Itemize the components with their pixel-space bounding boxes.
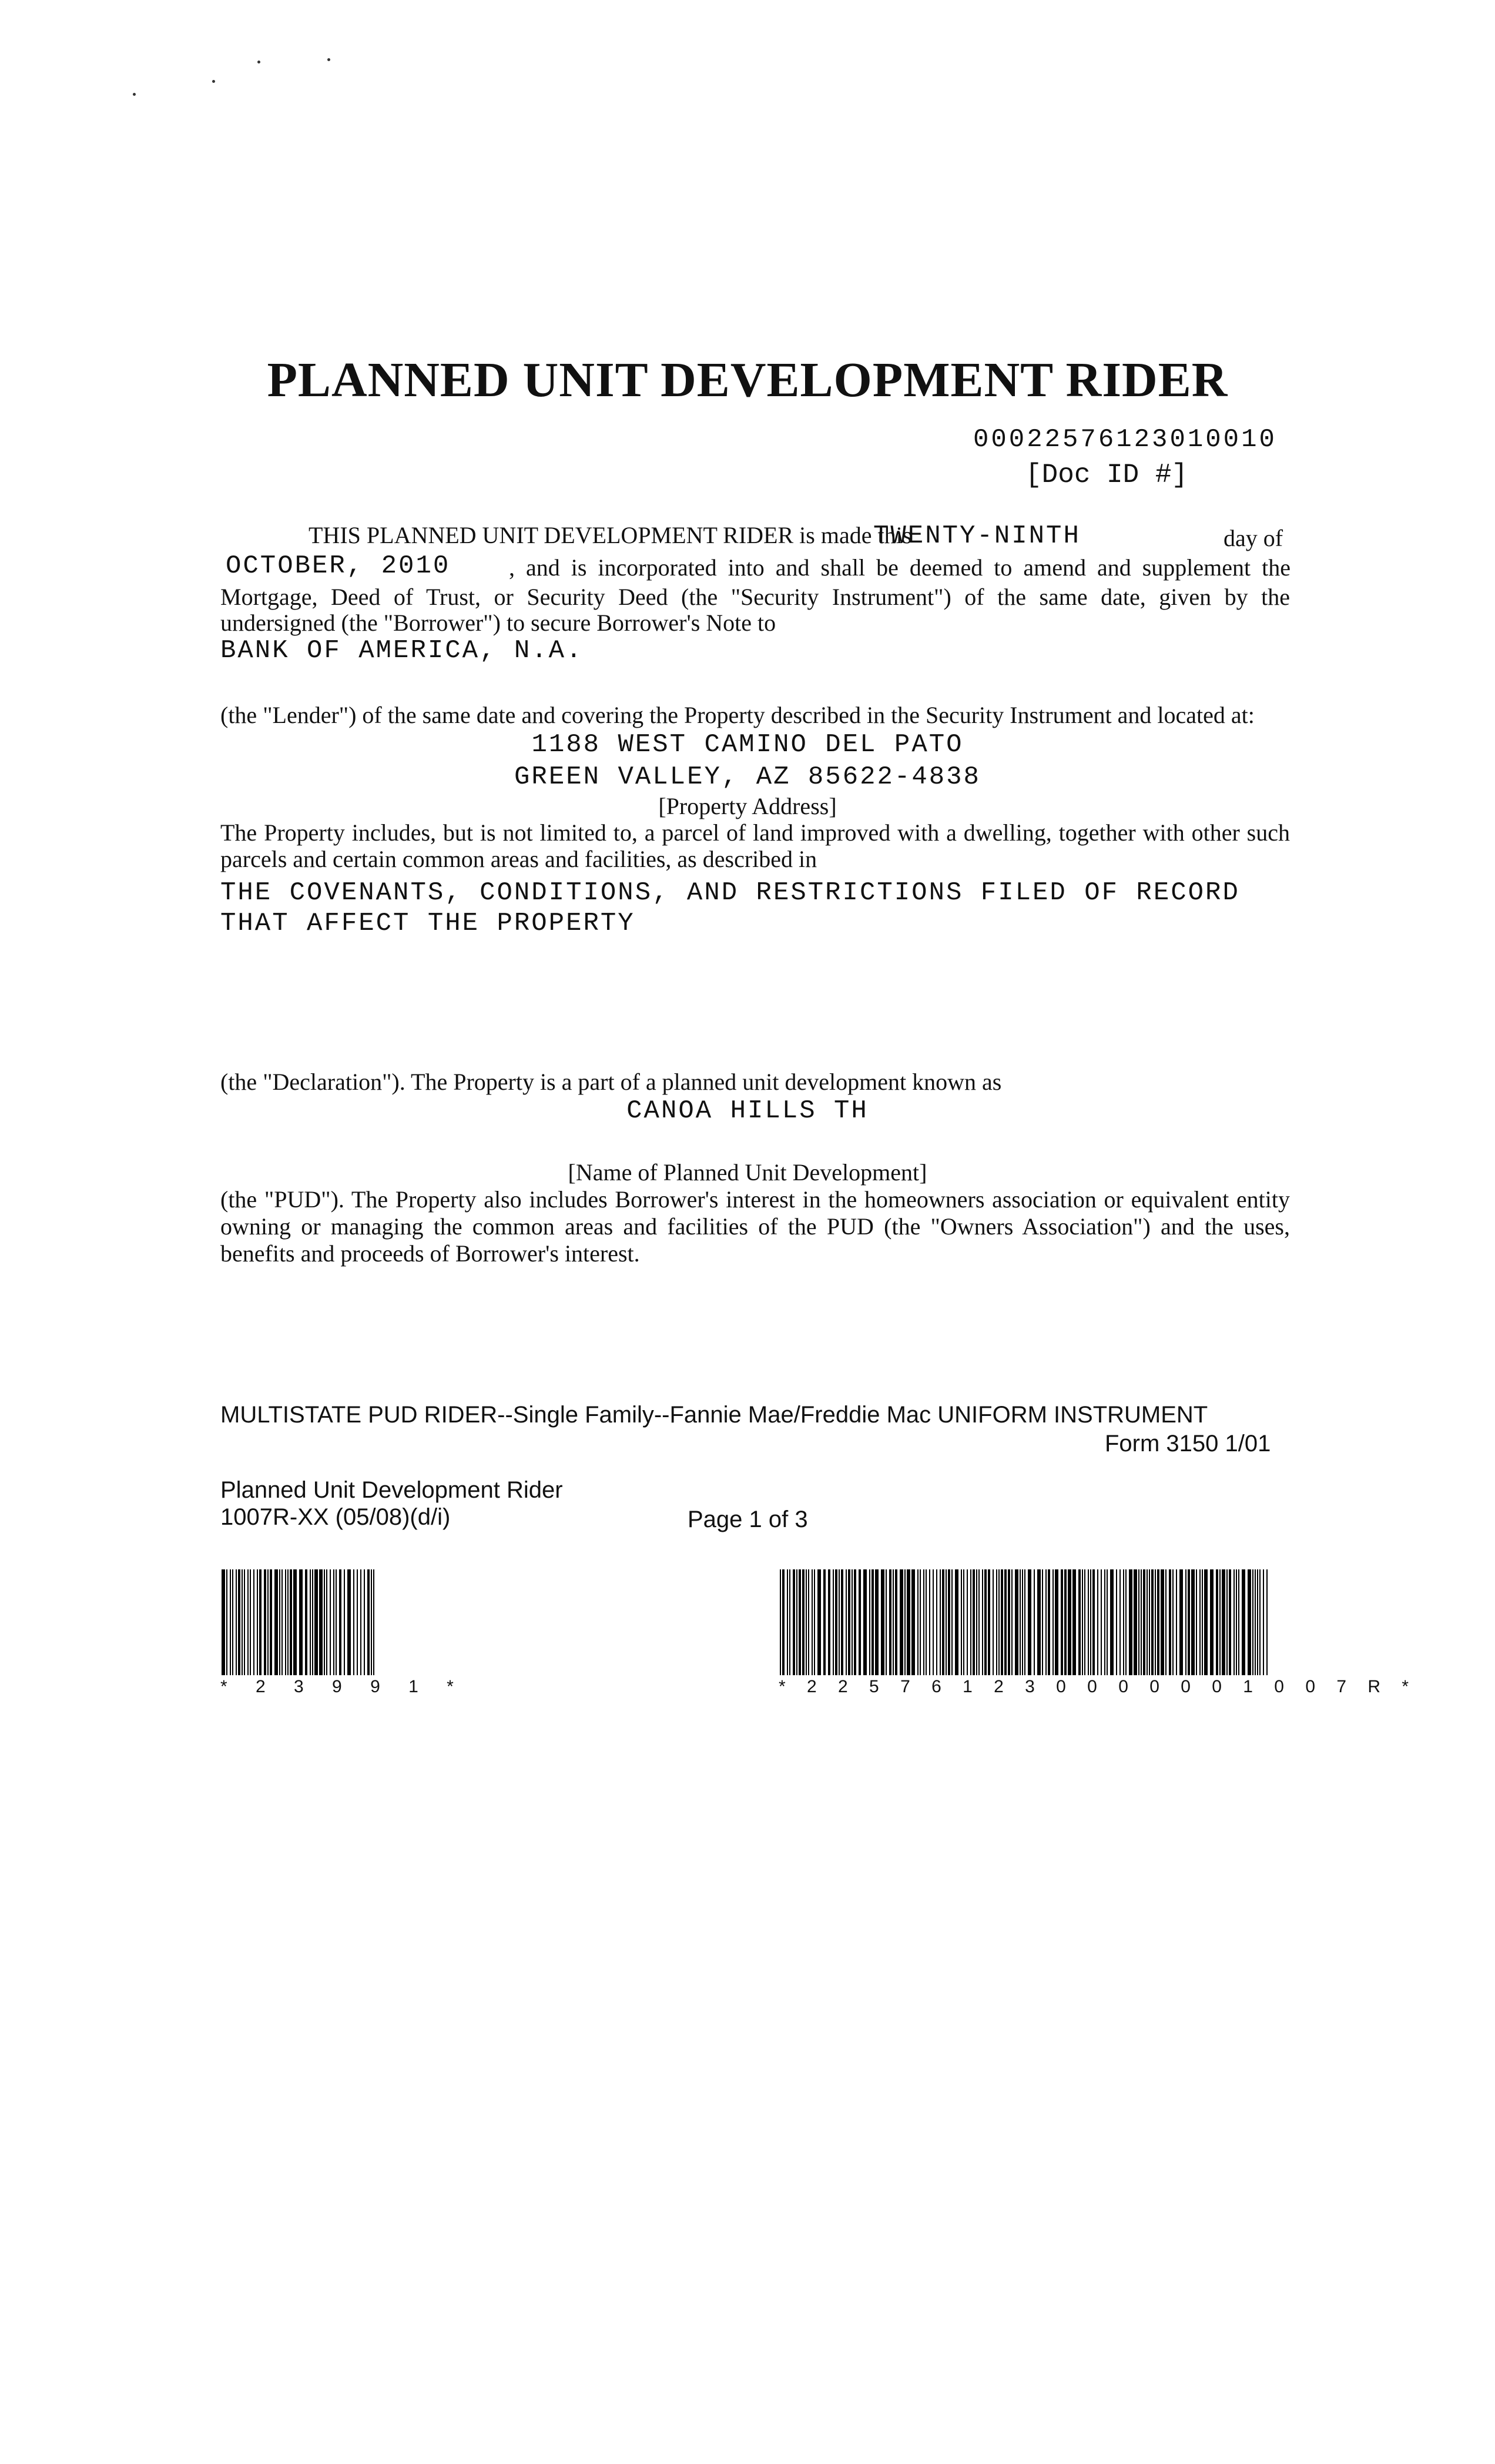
barcode-bar	[926, 1569, 927, 1675]
barcode-bar	[852, 1569, 853, 1675]
barcode-bar	[1147, 1569, 1148, 1675]
barcode-left-number: * 2 3 9 9 1 *	[220, 1677, 465, 1696]
barcode-bar	[904, 1569, 906, 1675]
barcode-bar	[344, 1569, 345, 1675]
barcode-bar	[326, 1569, 327, 1675]
barcode-bar	[1242, 1569, 1245, 1675]
form-number: Form 3150 1/01	[1105, 1431, 1271, 1457]
barcode-bar	[270, 1569, 272, 1675]
barcode-bar	[802, 1569, 805, 1675]
barcode-left	[220, 1569, 376, 1675]
barcode-bar	[1196, 1569, 1197, 1675]
barcode-bar	[1172, 1569, 1174, 1675]
property-includes-line-2: parcels and certain common areas and facilities, as described in	[220, 846, 817, 872]
intro-line-4: undersigned (the "Borrower") to secure Borrower's Note to	[220, 610, 776, 636]
barcode-bar	[1104, 1569, 1105, 1675]
barcode-bar	[988, 1569, 990, 1675]
barcode-bar	[961, 1569, 962, 1675]
pud-name-value: CANOA HILLS TH	[626, 1096, 869, 1126]
barcode-bar	[1188, 1569, 1190, 1675]
barcode-bar	[812, 1569, 813, 1675]
barcode-bar	[780, 1569, 781, 1675]
barcode-bar	[1015, 1569, 1018, 1675]
declaration-text: (the "Declaration"). The Property is a part of a planned unit development known as	[220, 1069, 1002, 1095]
barcode-bar	[1034, 1569, 1035, 1675]
barcode-bar	[1161, 1569, 1164, 1675]
barcode-bar	[951, 1569, 953, 1675]
barcode-bar	[1048, 1569, 1050, 1675]
barcode-bar	[1141, 1569, 1142, 1675]
barcode-bar	[1229, 1569, 1231, 1675]
barcode-bar	[929, 1569, 930, 1675]
barcode-bar	[293, 1569, 297, 1675]
barcode-bar	[232, 1569, 233, 1675]
barcode-bar	[835, 1569, 837, 1675]
barcode-bar	[222, 1569, 225, 1675]
barcode-bar	[886, 1569, 887, 1675]
barcode-bar	[869, 1569, 870, 1675]
barcode-bar	[1116, 1569, 1117, 1675]
barcode-bar	[814, 1569, 815, 1675]
barcode-bar	[1138, 1569, 1139, 1675]
barcode-bar	[863, 1569, 867, 1675]
page-number: Page 1 of 3	[688, 1506, 808, 1532]
barcode-bar	[996, 1569, 997, 1675]
barcode-bar	[1082, 1569, 1083, 1675]
barcode-bar	[1238, 1569, 1239, 1675]
barcode-right-image	[779, 1569, 1269, 1675]
barcode-bar	[1092, 1569, 1095, 1675]
barcode-bar	[895, 1569, 897, 1675]
barcode-bar	[817, 1569, 821, 1675]
barcode-bar	[1024, 1569, 1025, 1675]
barcode-bar	[371, 1569, 372, 1675]
barcode-bar	[976, 1569, 977, 1675]
barcode-bar	[789, 1569, 790, 1675]
barcode-bar	[848, 1569, 850, 1675]
barcode-bar	[973, 1569, 975, 1675]
barcode-bar	[367, 1569, 370, 1675]
barcode-bar	[1248, 1569, 1251, 1675]
barcode-bar	[347, 1569, 351, 1675]
barcode-bar	[889, 1569, 891, 1675]
barcode-bar	[1129, 1569, 1132, 1675]
barcode-bar	[963, 1569, 964, 1675]
barcode-bar	[1165, 1569, 1166, 1675]
barcode-bar	[324, 1569, 325, 1675]
day-of-label: day of	[1224, 525, 1283, 551]
barcode-bar	[267, 1569, 269, 1675]
barcode-bar	[920, 1569, 921, 1675]
barcode-bar	[287, 1569, 289, 1675]
barcode-bar	[839, 1569, 840, 1675]
barcode-bar	[330, 1569, 331, 1675]
barcode-bar	[238, 1569, 240, 1675]
barcode-bar	[871, 1569, 874, 1675]
barcode-bar	[799, 1569, 801, 1675]
month-year-value: OCTOBER, 2010	[226, 551, 451, 581]
barcode-bar	[336, 1569, 337, 1675]
barcode-bar	[1020, 1569, 1021, 1675]
barcode-bar	[353, 1569, 354, 1675]
intro-line-3: Mortgage, Deed of Trust, or Security Deed (the "Security Instrument") of the same date, given by the	[220, 584, 1290, 610]
barcode-bar	[1052, 1569, 1054, 1675]
barcode-bar	[274, 1569, 278, 1675]
barcode-left-image	[220, 1569, 376, 1675]
scan-speck	[212, 80, 215, 83]
barcode-bar	[1259, 1569, 1261, 1675]
property-address-line-2: GREEN VALLEY, AZ 85622-4838	[514, 762, 981, 792]
barcode-bar	[247, 1569, 249, 1675]
barcode-bar	[360, 1569, 361, 1675]
barcode-bar	[1157, 1569, 1159, 1675]
barcode-bar	[936, 1569, 937, 1675]
barcode-bar	[1045, 1569, 1047, 1675]
barcode-bar	[942, 1569, 944, 1675]
pud-name-label: [Name of Planned Unit Development]	[568, 1159, 927, 1186]
barcode-bar	[1022, 1569, 1023, 1675]
barcode-bar	[978, 1569, 980, 1675]
property-includes-line-1: The Property includes, but is not limited to, a parcel of land improved with a dwelling, together with other such	[220, 819, 1290, 846]
barcode-right	[779, 1569, 1269, 1675]
barcode-bar	[1179, 1569, 1183, 1675]
pud-clause-line-1: (the "PUD"). The Property also includes Borrower's interest in the homeowners association or equivalent entity	[220, 1186, 1290, 1213]
barcode-bar	[846, 1569, 847, 1675]
day-value: TWENTY-NINTH	[873, 521, 1081, 551]
barcode-bar	[305, 1569, 307, 1675]
barcode-bar	[1143, 1569, 1145, 1675]
barcode-bar	[1119, 1569, 1121, 1675]
barcode-bar	[854, 1569, 856, 1675]
lender-value: BANK OF AMERICA, N.A.	[220, 636, 584, 665]
barcode-bar	[900, 1569, 903, 1675]
barcode-bar	[946, 1569, 947, 1675]
barcode-bar	[993, 1569, 994, 1675]
barcode-bar	[793, 1569, 795, 1675]
barcode-bar	[948, 1569, 950, 1675]
barcode-bar	[290, 1569, 292, 1675]
barcode-bar	[299, 1569, 303, 1675]
barcode-bar	[911, 1569, 915, 1675]
barcode-bar	[259, 1569, 262, 1675]
barcode-bar	[955, 1569, 958, 1675]
barcode-bar	[1001, 1569, 1003, 1675]
barcode-bar	[226, 1569, 227, 1675]
barcode-bar	[357, 1569, 358, 1675]
barcode-bar	[1107, 1569, 1108, 1675]
barcode-bar	[1226, 1569, 1228, 1675]
barcode-bar	[970, 1569, 971, 1675]
barcode-bar	[1219, 1569, 1221, 1675]
barcode-bar	[1204, 1569, 1208, 1675]
barcode-bar	[1169, 1569, 1171, 1675]
property-address-line-1: 1188 WEST CAMINO DEL PATO	[531, 730, 964, 759]
barcode-bar	[1110, 1569, 1114, 1675]
scan-speck	[327, 58, 330, 61]
barcode-bar	[1202, 1569, 1203, 1675]
barcode-bar	[285, 1569, 286, 1675]
barcode-bar	[1004, 1569, 1007, 1675]
barcode-bar	[333, 1569, 334, 1675]
barcode-bar	[984, 1569, 987, 1675]
barcode-bar	[339, 1569, 341, 1675]
intro-line-2: , and is incorporated into and shall be deemed to amend and supplement the	[509, 554, 1290, 581]
barcode-bar	[828, 1569, 830, 1675]
barcode-bar	[1155, 1569, 1156, 1675]
barcode-bar	[1149, 1569, 1150, 1675]
barcode-bar	[1216, 1569, 1218, 1675]
barcode-bar	[787, 1569, 788, 1675]
barcode-bar	[264, 1569, 266, 1675]
pud-clause-line-2: owning or managing the common areas and facilities of the PUD (the "Owners Association") and the uses,	[220, 1213, 1290, 1240]
barcode-bar	[1134, 1569, 1137, 1675]
barcode-bar	[907, 1569, 910, 1675]
barcode-bar	[1011, 1569, 1013, 1675]
barcode-bar	[1028, 1569, 1031, 1675]
barcode-bar	[236, 1569, 237, 1675]
doc-code: 1007R-XX (05/08)(d/i)	[220, 1504, 451, 1530]
barcode-bar	[881, 1569, 884, 1675]
loan-number: 00022576123010010	[973, 425, 1277, 454]
barcode-bar	[281, 1569, 283, 1675]
covenants-line-1: THE COVENANTS, CONDITIONS, AND RESTRICTIONS FILED OF RECORD	[220, 878, 1240, 908]
barcode-bar	[823, 1569, 826, 1675]
barcode-right-number: * 2 2 5 7 6 1 2 3 0 0 0 0 0 0 1 0 0 7 R *	[779, 1677, 1417, 1696]
barcode-bar	[1263, 1569, 1264, 1675]
barcode-bar	[1257, 1569, 1258, 1675]
barcode-bar	[314, 1569, 318, 1675]
barcode-bar	[1123, 1569, 1124, 1675]
property-address-label: [Property Address]	[658, 793, 837, 819]
barcode-bar	[1055, 1569, 1058, 1675]
barcode-bar	[242, 1569, 243, 1675]
barcode-bar	[257, 1569, 258, 1675]
barcode-bar	[1176, 1569, 1177, 1675]
barcode-bar	[893, 1569, 894, 1675]
covenants-line-2: THAT AFFECT THE PROPERTY	[220, 909, 635, 938]
barcode-bar	[1090, 1569, 1091, 1675]
form-title: MULTISTATE PUD RIDER--Single Family--Fannie Mae/Freddie Mac UNIFORM INSTRUMENT	[220, 1402, 1208, 1428]
doc-name: Planned Unit Development Rider	[220, 1477, 563, 1503]
barcode-bar	[364, 1569, 365, 1675]
barcode-bar	[875, 1569, 879, 1675]
barcode-bar	[319, 1569, 323, 1675]
scan-speck	[133, 93, 136, 96]
barcode-bar	[1097, 1569, 1098, 1675]
barcode-bar	[923, 1569, 924, 1675]
lender-clause: (the "Lender") of the same date and covering the Property described in the Security Instrument and located at:	[220, 702, 1255, 728]
barcode-bar	[1068, 1569, 1071, 1675]
barcode-bar	[1191, 1569, 1195, 1675]
barcode-bar	[967, 1569, 968, 1675]
barcode-bar	[806, 1569, 807, 1675]
barcode-bar	[1042, 1569, 1043, 1675]
barcode-bar	[933, 1569, 934, 1675]
barcode-bar	[1233, 1569, 1235, 1675]
barcode-bar	[1185, 1569, 1186, 1675]
barcode-bar	[373, 1569, 374, 1675]
barcode-bar	[230, 1569, 231, 1675]
barcode-bar	[1088, 1569, 1089, 1675]
barcode-bar	[279, 1569, 280, 1675]
barcode-bar	[1101, 1569, 1102, 1675]
barcode-bar	[917, 1569, 919, 1675]
barcode-bar	[1061, 1569, 1063, 1675]
barcode-bar	[1255, 1569, 1256, 1675]
barcode-bar	[1266, 1569, 1268, 1675]
barcode-bar	[250, 1569, 251, 1675]
scan-speck	[257, 61, 260, 63]
barcode-bar	[1236, 1569, 1237, 1675]
barcode-bar	[808, 1569, 809, 1675]
barcode-bar	[1222, 1569, 1225, 1675]
barcode-bar	[796, 1569, 797, 1675]
barcode-bar	[244, 1569, 245, 1675]
barcode-bar	[1125, 1569, 1127, 1675]
pud-clause-line-3: benefits and proceeds of Borrower's interest.	[220, 1240, 640, 1267]
barcode-bar	[940, 1569, 941, 1675]
barcode-bar	[1008, 1569, 1010, 1675]
barcode-bar	[982, 1569, 983, 1675]
page-title: PLANNED UNIT DEVELOPMENT RIDER	[267, 353, 1228, 407]
barcode-bar	[782, 1569, 785, 1675]
barcode-bar	[1084, 1569, 1085, 1675]
intro-line-1: THIS PLANNED UNIT DEVELOPMENT RIDER is made this	[309, 522, 912, 548]
barcode-bar	[998, 1569, 1000, 1675]
barcode-bar	[1151, 1569, 1154, 1675]
barcode-bar	[833, 1569, 834, 1675]
barcode-bar	[310, 1569, 311, 1675]
barcode-bar	[253, 1569, 254, 1675]
barcode-bar	[1199, 1569, 1201, 1675]
barcode-bar	[841, 1569, 843, 1675]
barcode-bar	[1072, 1569, 1076, 1675]
barcode-bar	[312, 1569, 313, 1675]
barcode-bar	[859, 1569, 861, 1675]
barcode-bar	[1037, 1569, 1041, 1675]
barcode-bar	[1078, 1569, 1081, 1675]
barcode-bar	[1252, 1569, 1253, 1675]
barcode-bar	[1064, 1569, 1067, 1675]
doc-id-label: [Doc ID #]	[1025, 460, 1188, 490]
barcode-bar	[1210, 1569, 1214, 1675]
